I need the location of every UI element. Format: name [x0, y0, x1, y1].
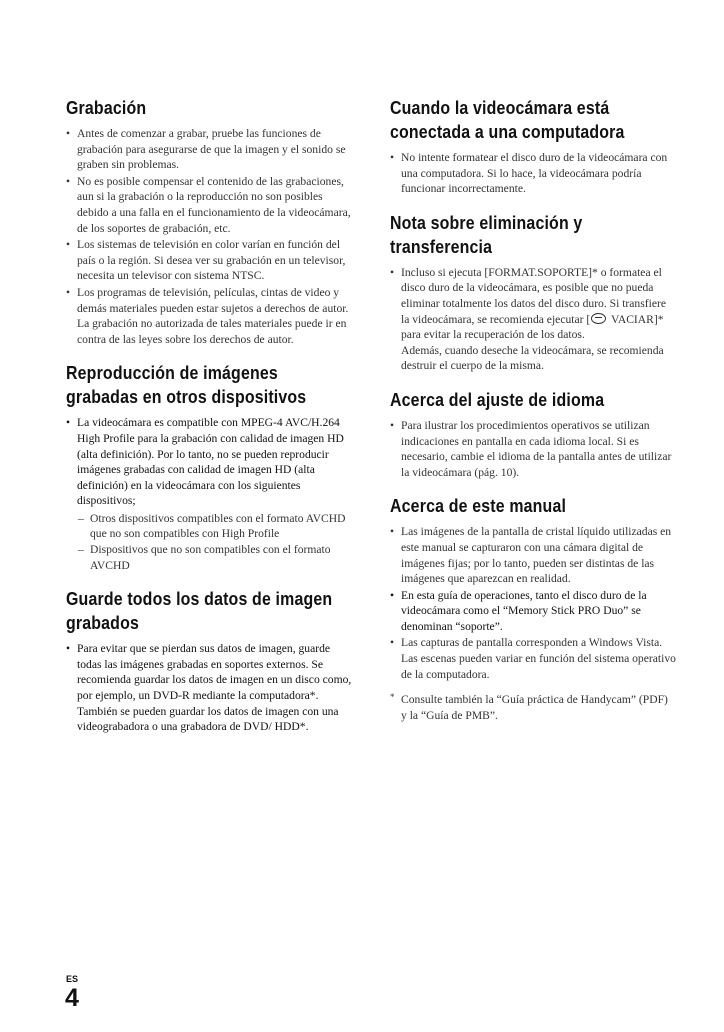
bullet-list	[390, 524, 676, 682]
section-guarde	[66, 587, 354, 735]
bullet-list	[390, 150, 676, 197]
section-computadora	[390, 96, 676, 197]
list-item: • En esta guía de operaciones, tanto el disco duro de la videocámara como el “Memory Stick PRO Duo” se denominan “soporte”.	[390, 588, 676, 635]
bullet-list	[390, 418, 676, 480]
list-item: • Para evitar que se pierdan sus datos de imagen, guarde todas las imágenes grabadas en soportes externos. Se recomienda guardar los datos de imagen en un disco como, por ejemplo, un DVD-R mediante la computadora*. También se pueden guardar los datos de imagen con una videograbadora o una grabadora de DVD/ HDD*.	[66, 641, 354, 735]
section-title: Guarde todos los datos de imagen grabados	[66, 588, 333, 634]
left-column	[66, 96, 354, 749]
right-column	[390, 96, 676, 737]
section-title: Acerca del ajuste de idioma	[390, 388, 605, 410]
list-item	[66, 415, 354, 573]
language-code: ES	[66, 974, 79, 984]
list-item: • Los programas de televisión, películas, cintas de video y demás materiales pueden estar sujetos a derechos de autor. La grabación no autorizada de tales materiales puede ir en contra de las leyes sobre los derechos de autor.	[66, 285, 354, 347]
bullet-list	[66, 641, 354, 735]
section-eliminacion	[390, 211, 676, 374]
list-item-extra: Además, cuando deseche la videocámara, se recomienda destruir el cuerpo de la misma.	[401, 343, 664, 373]
section-title: Acerca de este manual	[390, 495, 567, 517]
hard-disk-icon	[591, 313, 606, 324]
list-item: • No intente formatear el disco duro de la videocámara con una computadora. Si lo hace, la videocámara podría funcionar incorrectamente.	[390, 150, 676, 197]
section-grabacion	[66, 96, 354, 347]
page-number: 4	[65, 984, 79, 1012]
dash-list	[77, 511, 354, 573]
bullet-list	[66, 126, 354, 347]
section-title: Reproducción de imágenes grabadas en otros dispositivos	[66, 362, 307, 408]
dash-item: – Dispositivos que no son compatibles con el formato AVCHD	[77, 542, 354, 573]
footnote-mark: *	[390, 692, 395, 703]
list-item: • No es posible compensar el contenido de las grabaciones, aun si la grabación o la reproducción no son posibles debido a una falla en el funcionamiento de la videocámara, de los soportes de grabación, etc.	[66, 174, 354, 236]
section-title: Nota sobre eliminación y transferencia	[390, 211, 583, 257]
section-idioma	[390, 388, 676, 480]
section-reproduccion	[66, 361, 354, 573]
footnote	[390, 692, 676, 723]
section-manual	[390, 494, 676, 723]
list-item-text-start: Incluso si ejecuta [FORMAT.SOPORTE]* o formatea el disco duro de la videocámara, es posible que no pueda eliminar totalmente los datos del disco duro. Si transfiere la videocámara, se recomienda ejecutar [	[401, 265, 666, 326]
bullet-list	[66, 415, 354, 573]
list-item: • Las imágenes de la pantalla de cristal líquido utilizadas en este manual se capturaron con una cámara digital de imágenes fijas; por lo tanto, pueden ser distintas de las imágenes que aparezcan en realidad.	[390, 524, 676, 586]
list-item: • Para ilustrar los procedimientos operativos se utilizan indicaciones en pantalla en cada idioma local. Si es necesario, cambie el idioma de la pantalla antes de utilizar la videocámara (pág. 10).	[390, 418, 676, 480]
list-item	[390, 265, 676, 374]
list-item: • Las capturas de pantalla corresponden a Windows Vista. Las escenas pueden variar en función del sistema operativo de la computadora.	[390, 635, 676, 682]
footnote-text: Consulte también la “Guía práctica de Handycam” (PDF) y la “Guía de PMB”.	[401, 693, 668, 722]
section-title: Grabación	[66, 97, 147, 118]
list-item: • Antes de comenzar a grabar, pruebe las funciones de grabación para asegurarse de que la imagen y el sonido se graben sin problemas.	[66, 126, 354, 173]
list-item-text: La videocámara es compatible con MPEG-4 AVC/H.264 High Profile para la grabación con calidad de imagen HD (alta definición). Por lo tanto, no se pueden reproducir imágenes grabadas con calidad de imagen HD (alta definición) en la videocámara con los siguientes dispositivos;	[77, 416, 344, 508]
dash-item: – Otros dispositivos compatibles con el formato AVCHD que no son compatibles con High Profile	[77, 511, 354, 542]
bullet-list	[390, 265, 676, 374]
list-item-text-end: VACIAR]* para evitar la recuperación de los datos.	[401, 312, 664, 342]
list-item: • Los sistemas de televisión en color varían en función del país o la región. Si desea ver su grabación en un televisor, necesita un televisor con sistema NTSC.	[66, 237, 354, 284]
section-title: Cuando la videocámara está conectada a una computadora	[390, 97, 625, 142]
